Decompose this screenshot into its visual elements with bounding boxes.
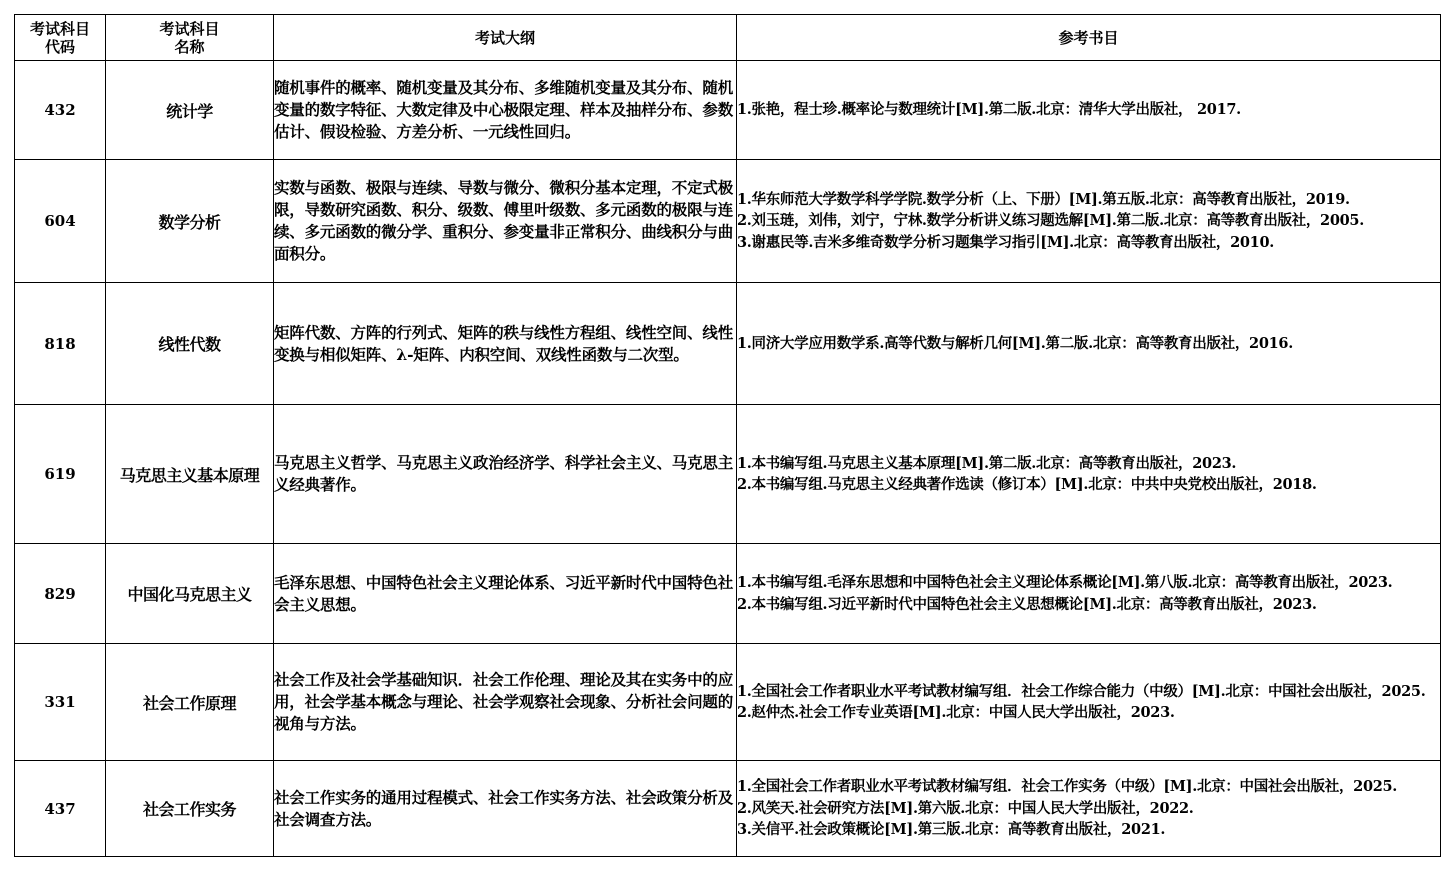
exam-outline: 矩阵代数、方阵的行列式、矩阵的秩与线性方程组、线性空间、线性变换与相似矩阵、λ-矩阵、内积空间、双线性函数与二次型。 <box>274 283 737 405</box>
reference-books <box>737 544 1441 644</box>
reference-books <box>737 644 1441 761</box>
reference-book: 1.本书编写组.毛泽东思想和中国特色社会主义理论体系概论[M].第八版.北京：高等教育出版社，2023. <box>737 574 1393 591</box>
subject-name: 社会工作实务 <box>106 761 274 857</box>
reference-books <box>737 61 1441 160</box>
reference-books <box>737 283 1441 405</box>
exam-syllabus-table <box>14 14 1441 857</box>
header-exam-outline: 考试大纲 <box>274 15 737 61</box>
table-row <box>15 283 1441 405</box>
exam-outline: 马克思主义哲学、马克思主义政治经济学、科学社会主义、马克思主义经典著作。 <box>274 405 737 544</box>
reference-book: 2.刘玉琏，刘伟，刘宁，宁林.数学分析讲义练习题选解[M].第二版.北京：高等教育出版社，2005. <box>737 212 1364 230</box>
exam-outline: 社会工作及社会学基础知识．社会工作伦理、理论及其在实务中的应用，社会学基本概念与理论、社会学观察社会现象、分析社会问题的视角与方法。 <box>274 644 737 761</box>
subject-code: 619 <box>15 405 106 544</box>
header-subject-name: 考试科目 名称 <box>106 15 274 61</box>
reference-book: 2.本书编写组.马克思主义经典著作选读（修订本）[M].北京：中共中央党校出版社，2018. <box>737 476 1317 493</box>
reference-book: 1.全国社会工作者职业水平考试教材编写组．社会工作综合能力（中级）[M].北京：中国社会出版社，2025. <box>737 682 1426 700</box>
subject-name: 数学分析 <box>106 160 274 283</box>
reference-books <box>737 761 1441 857</box>
reference-book: 1.张艳，程士珍.概率论与数理统计[M].第二版.北京：清华大学出版社， 2017. <box>737 101 1241 119</box>
exam-outline: 毛泽东思想、中国特色社会主义理论体系、习近平新时代中国特色社会主义思想。 <box>274 544 737 644</box>
reference-book: 2.赵仲杰.社会工作专业英语[M].北京：中国人民大学出版社，2023. <box>737 704 1175 721</box>
subject-code: 604 <box>15 160 106 283</box>
subject-name: 中国化马克思主义 <box>106 544 274 644</box>
table-row <box>15 160 1441 283</box>
table-header-row <box>15 15 1441 61</box>
subject-name: 马克思主义基本原理 <box>106 405 274 544</box>
exam-outline: 随机事件的概率、随机变量及其分布、多维随机变量及其分布、随机变量的数字特征、大数定律及中心极限定理、样本及抽样分布、参数估计、假设检验、方差分析、一元线性回归。 <box>274 61 737 160</box>
subject-code: 829 <box>15 544 106 644</box>
table-row <box>15 761 1441 857</box>
subject-name: 统计学 <box>106 61 274 160</box>
subject-code: 331 <box>15 644 106 761</box>
reference-book: 1.同济大学应用数学系.高等代数与解析几何[M].第二版.北京：高等教育出版社，2016. <box>737 334 1293 352</box>
reference-books <box>737 405 1441 544</box>
exam-outline: 实数与函数、极限与连续、导数与微分、微积分基本定理，不定式极限，导数研究函数、积分、级数、傅里叶级数、多元函数的极限与连续、多元函数的微分学、重积分、参变量非正常积分、曲线积分与曲面积分。 <box>274 160 737 283</box>
subject-code: 818 <box>15 283 106 405</box>
reference-book: 3.关信平.社会政策概论[M].第三版.北京：高等教育出版社，2021. <box>737 821 1166 839</box>
header-subject-code: 考试科目 代码 <box>15 15 106 61</box>
reference-books <box>737 160 1441 283</box>
subject-name: 线性代数 <box>106 283 274 405</box>
header-reference-books: 参考书目 <box>737 15 1441 61</box>
subject-name: 社会工作原理 <box>106 644 274 761</box>
reference-book: 2.本书编写组.习近平新时代中国特色社会主义思想概论[M].北京：高等教育出版社，2023. <box>737 595 1317 613</box>
reference-book: 2.风笑天.社会研究方法[M].第六版.北京：中国人民大学出版社，2022. <box>737 799 1194 817</box>
subject-code: 432 <box>15 61 106 160</box>
reference-book: 1.本书编写组.马克思主义基本原理[M].第二版.北京：高等教育出版社，2023. <box>737 454 1237 472</box>
reference-book: 1.华东师范大学数学科学学院.数学分析（上、下册）[M].第五版.北京：高等教育出版社，2019. <box>737 190 1350 208</box>
table-row <box>15 644 1441 761</box>
reference-book: 3.谢惠民等.吉米多维奇数学分析习题集学习指引[M].北京：高等教育出版社，2010. <box>737 233 1275 251</box>
table-row <box>15 544 1441 644</box>
table-row <box>15 405 1441 544</box>
table-row <box>15 61 1441 160</box>
subject-code: 437 <box>15 761 106 857</box>
exam-outline: 社会工作实务的通用过程模式、社会工作实务方法、社会政策分析及社会调查方法。 <box>274 761 737 857</box>
reference-book: 1.全国社会工作者职业水平考试教材编写组．社会工作实务（中级）[M].北京：中国社会出版社，2025. <box>737 778 1398 796</box>
